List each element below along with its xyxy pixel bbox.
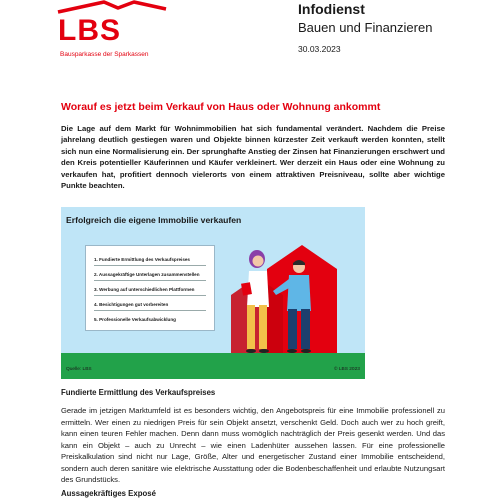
illustration-source: Quelle: LBS bbox=[66, 367, 92, 372]
article-headline: Worauf es jetzt beim Verkauf von Haus oder Wohnung ankommt bbox=[61, 101, 381, 113]
grass bbox=[61, 353, 365, 379]
section-body: Gerade im jetzigen Marktumfeld ist es besonders wichtig, den Angebotspreis für eine Immobilie professionell zu ermitteln. Wer einen zu niedrigen Preis für sein Objekt ansetzt, verschenkt Geld. Doch auch wer zu hoch greift, kann einen teuren Fehler machen. Denn dann muss womöglich nachträglich der Preis gesenkt werden. Und das kann ein Objekt – auch zu Unrecht – wie einen Ladenhüter aussehen lassen. Für eine professionelle Preiskalkulation sind nicht nur Lage, Größe, Alter und energetischer Zustand einer Immobilie entscheidend, sondern auch deren sanitäre wie elektrische Ausstattung oder die Bodenbeschaffenheit und erlaubte Nutzungsart des Grundstücks. bbox=[61, 406, 445, 484]
checklist-card bbox=[85, 245, 215, 331]
document-date: 30.03.2023 bbox=[298, 44, 341, 54]
next-section-heading: Aussagekräftiges Exposé bbox=[61, 489, 156, 498]
checklist-item: 1. Fundierte Ermittlung des Verkaufspreises bbox=[94, 257, 190, 262]
divider bbox=[94, 265, 206, 266]
divider bbox=[94, 295, 206, 296]
logo-subtitle: Bausparkasse der Sparkassen bbox=[60, 51, 149, 58]
checklist-item: 4. Besichtigungen gut vorbereiten bbox=[94, 302, 169, 307]
illustration-title: Erfolgreich die eigene Immobilie verkaufen bbox=[66, 215, 242, 225]
section-heading: Fundierte Ermittlung des Verkaufspreises bbox=[61, 388, 216, 397]
checklist-item: 3. Werbung auf unterschiedlichen Plattformen bbox=[94, 287, 195, 292]
illustration-copyright: © LBS 2023 bbox=[334, 367, 360, 372]
logo-text: LBS bbox=[58, 14, 121, 47]
document-type: Infodienst bbox=[298, 1, 365, 17]
document-subtitle: Bauen und Finanzieren bbox=[298, 20, 433, 35]
checklist-item: 2. Aussagekräftige Unterlagen zusammenstellen bbox=[94, 272, 200, 277]
divider bbox=[94, 280, 206, 281]
checklist-item: 5. Professionelle Verkaufsabwicklung bbox=[94, 317, 176, 322]
article-lead: Die Lage auf dem Markt für Wohnimmobilien hat sich fundamental verändert. Nachdem die Preise jahrelang deutlich gestiegen waren und Objekte binnen kürzester Zeit verkauft werden konnten, stellt sich nun eine Normalisierung ein. Der sprunghafte Anstieg der Zinsen hat Finanzierungen erschwert und den Kreis potentieller Käuferinnen und Käufer verkleinert. Wer derzeit ein Haus oder eine Wohnung zu verkaufen hat, profitiert dennoch vielerorts von einem attraktiven Preisniveau, sollte aber wichtige Punkte beachten. bbox=[61, 124, 445, 191]
divider bbox=[94, 310, 206, 311]
